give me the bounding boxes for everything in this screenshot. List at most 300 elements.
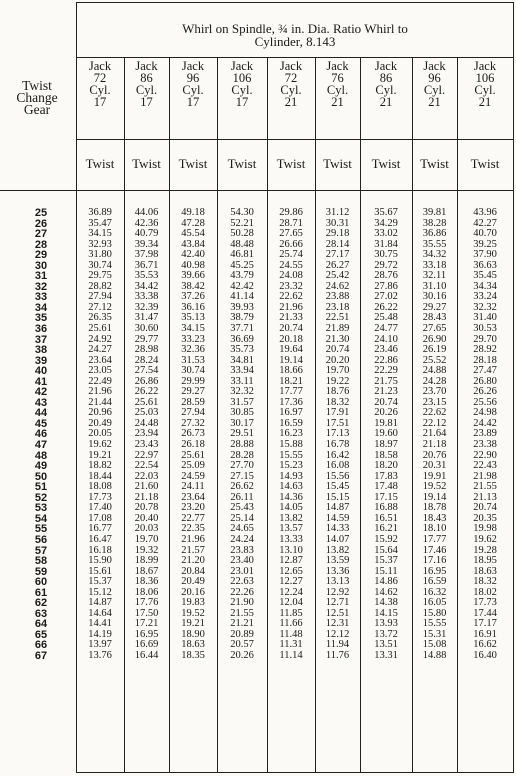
table-cell: 24.92 [88,333,112,345]
table-cell: 11.85 [279,607,303,619]
gear-number: 39 [34,354,48,367]
table-cell: 17.21 [134,618,159,630]
twist-label: Twist [276,156,306,171]
column-heading-no: 21 [428,95,441,109]
table-cell: 24.65 [230,523,254,535]
column-heading-no: 17 [186,95,200,109]
table-cell: 17.50 [134,607,159,619]
table-cell: 35.55 [422,238,447,250]
table-cell: 24.88 [422,365,447,377]
table-cell: 26.27 [325,259,350,271]
table-cell: 37.26 [181,291,205,303]
table-cell: 42.36 [134,217,159,229]
gear-number: 51 [34,481,48,494]
rule-under-title [76,57,514,58]
table-cell: 14.33 [325,523,350,535]
table-cell: 12.65 [279,565,303,577]
table-cell: 26.26 [473,386,497,398]
table-cell: 21.23 [374,386,398,398]
table-cell: 23.64 [88,354,112,366]
table-cell: 35.45 [473,270,497,282]
table-cell: 26.35 [88,312,112,324]
table-cell: 27.70 [230,460,254,472]
table-cell: 18.97 [374,439,398,451]
table-cell: 32.32 [473,301,497,313]
table-cell: 16.97 [279,407,303,419]
table-cell: 31.40 [473,312,497,324]
table-cell: 20.05 [88,428,112,440]
table-cell: 25.56 [473,396,497,408]
gear-number: 38 [34,344,48,357]
column-heading-jack: Jack [181,59,205,73]
gear-number: 67 [34,649,48,662]
column-heading [465,60,505,108]
table-cell: 18.90 [181,628,205,640]
column-heading-jack: Jack [326,59,349,73]
table-cell: 36.16 [181,301,205,313]
column-heading [80,60,120,108]
gear-number: 48 [34,449,48,462]
gear-number: 40 [34,365,48,378]
table-cell: 15.37 [374,555,398,567]
table-cell: 16.59 [422,576,447,588]
table-cell: 20.74 [374,396,398,408]
column-heading-size: 96 [186,71,200,85]
table-cell: 16.44 [134,649,159,661]
table-cell: 17.76 [134,597,159,609]
table-cell: 15.08 [422,639,447,651]
table-cell: 16.95 [134,628,159,640]
table-cell: 25.09 [181,460,205,472]
gear-number: 35 [34,312,48,325]
value-column [465,208,505,662]
column-heading-cyl: Cyl. [135,83,158,97]
gear-number: 34 [34,301,48,314]
column-heading-no: 21 [478,95,492,109]
gear-number: 52 [34,491,48,504]
table-cell: 15.55 [279,449,303,461]
table-cell: 22.63 [230,576,254,588]
table-cell: 15.15 [325,491,350,503]
table-cell: 27.65 [422,323,447,335]
table-cell: 29.77 [134,333,159,345]
column-heading-jack: Jack [473,59,497,73]
gear-number: 31 [34,270,48,283]
gear-number: 43 [34,396,48,409]
table-cell: 31.47 [134,312,159,324]
column-heading-jack: Jack [423,59,446,73]
table-cell: 19.21 [181,618,205,630]
table-cell: 20.31 [422,460,447,472]
table-cell: 32.32 [230,386,254,398]
table-cell: 18.63 [473,565,497,577]
table-cell: 17.77 [279,386,303,398]
table-cell: 21.89 [325,323,350,335]
table-cell: 31.10 [422,280,447,292]
table-cell: 26.73 [181,428,205,440]
table-cell: 19.98 [473,523,497,535]
table-cell: 13.82 [279,512,303,524]
gear-number: 27 [34,228,48,241]
table-cell: 13.76 [88,649,112,661]
table-cell: 26.22 [134,386,159,398]
gear-number: 49 [34,460,48,473]
table-cell: 20.78 [134,502,159,514]
twist-label: Twist [323,156,352,171]
table-cell: 20.40 [134,512,159,524]
value-column [271,208,311,662]
column-heading-jack: Jack [230,59,254,73]
gear-number: 55 [34,523,48,536]
table-cell: 27.02 [374,291,398,303]
table-cell: 13.93 [374,618,398,630]
table-cell: 26.90 [422,333,447,345]
table-cell: 21.30 [325,333,350,345]
table-cell: 26.19 [422,344,447,356]
table-cell: 33.11 [230,375,254,387]
table-cell: 20.35 [473,512,497,524]
table-cell: 13.13 [325,576,350,588]
table-cell: 45.54 [181,228,205,240]
table-cell: 34.32 [422,249,447,261]
table-cell: 48.48 [230,238,254,250]
table-cell: 15.12 [88,586,112,598]
table-cell: 36.89 [88,207,112,218]
table-cell: 25.42 [325,270,350,282]
gear-number: 56 [34,533,48,546]
table-cell: 34.15 [88,228,112,240]
table-cell: 28.82 [88,280,112,292]
twist-label: Twist [420,156,449,171]
column-heading [127,60,167,108]
gear-number: 54 [34,512,48,525]
table-cell: 17.46 [422,544,447,556]
table-cell: 26.11 [230,491,254,503]
table-cell: 43.84 [181,238,205,250]
table-cell: 25.52 [422,354,447,366]
table-cell: 20.74 [473,502,497,514]
table-cell: 12.31 [325,618,350,630]
table-cell: 19.60 [374,428,398,440]
table-cell: 22.62 [422,407,447,419]
gear-number: 46 [34,428,48,441]
column-heading-size: 106 [475,71,495,85]
table-cell: 25.61 [88,323,112,335]
table-cell: 38.79 [230,312,254,324]
table-cell: 42.40 [181,249,205,261]
rule-header-row [76,139,514,140]
table-cell: 20.03 [134,523,159,535]
table-cell: 21.96 [88,386,112,398]
table-cell: 27.94 [181,407,205,419]
table-cell: 29.18 [325,228,350,240]
column-heading [318,60,358,108]
table-cell: 15.23 [279,460,303,472]
table-cell: 16.69 [134,639,159,651]
table-cell: 33.38 [134,291,159,303]
table-cell: 22.86 [374,354,398,366]
table-cell: 15.64 [374,544,398,556]
table-cell: 22.26 [230,586,254,598]
table-cell: 24.10 [374,333,398,345]
table-cell: 29.72 [374,259,398,271]
table-cell: 17.13 [325,428,350,440]
table-cell: 29.27 [422,301,447,313]
table-cell: 25.48 [374,312,398,324]
value-column [222,208,262,662]
column-heading-size: 72 [93,71,107,85]
table-cell: 38.42 [181,280,205,292]
table-cell: 32.11 [422,270,447,282]
table-cell: 18.32 [325,396,350,408]
column-heading-jack: Jack [374,59,398,73]
table-cell: 14.62 [374,586,398,598]
table-cell: 21.44 [88,396,112,408]
table-cell: 23.05 [88,365,112,377]
table-cell: 17.83 [374,470,398,482]
column-heading-cyl: Cyl. [89,83,111,97]
column-heading-jack: Jack [279,59,303,73]
column-heading-no: 21 [331,95,344,109]
table-cell: 35.13 [181,312,205,324]
table-cell: 25.61 [181,449,205,461]
row-heading-line-3: Gear [23,102,51,117]
table-cell: 29.75 [88,270,112,282]
table-cell: 27.94 [88,291,112,303]
rule-top [76,2,514,3]
gear-number: 37 [34,333,48,346]
table-cell: 39.66 [181,270,205,282]
table-cell: 32.93 [88,238,112,250]
table-cell: 12.92 [325,586,350,598]
table-cell: 40.98 [181,259,205,271]
table-cell: 19.52 [181,607,205,619]
table-cell: 14.64 [88,607,112,619]
table-cell: 24.42 [473,417,497,429]
column-heading-jack: Jack [135,59,158,73]
table-cell: 18.21 [279,375,303,387]
table-cell: 16.32 [422,586,447,598]
table-cell: 19.32 [134,544,159,556]
table-cell: 32.39 [134,301,159,313]
table-cell: 20.96 [88,407,112,419]
table-cell: 18.58 [374,449,398,461]
table-cell: 27.54 [134,365,159,377]
table-cell: 13.59 [325,555,350,567]
table-cell: 42.27 [473,217,497,229]
table-cell: 19.22 [325,375,350,387]
table-cell: 28.28 [230,449,254,461]
table-cell: 41.14 [230,291,254,303]
table-cell: 44.06 [134,207,159,218]
table-cell: 14.63 [279,481,303,493]
table-cell: 33.94 [230,365,254,377]
table-cell: 28.24 [134,354,159,366]
table-cell: 12.51 [325,607,350,619]
table-cell: 25.03 [134,407,159,419]
column-heading-cyl: Cyl. [474,83,496,97]
table-cell: 34.81 [230,354,254,366]
column-heading [222,60,262,108]
table-cell: 19.83 [181,597,205,609]
table-cell: 35.53 [134,270,159,282]
gear-number: 32 [34,280,48,293]
table-cell: 21.33 [279,312,303,324]
table-cell: 38.28 [422,217,447,229]
table-cell: 24.62 [325,280,350,292]
table-cell: 28.92 [473,344,497,356]
gear-number: 53 [34,502,48,515]
table-cell: 15.31 [422,628,447,640]
table-cell: 18.35 [181,649,205,661]
table-cell: 21.60 [134,481,159,493]
table-cell: 11.76 [325,649,350,661]
gear-number: 30 [34,259,48,272]
gear-number: 50 [34,470,48,483]
table-cell: 24.27 [88,344,112,356]
table-cell: 22.12 [422,417,447,429]
table-cell: 20.76 [422,449,447,461]
table-cell: 30.60 [134,323,159,335]
table-cell: 22.90 [473,449,497,461]
table-cell: 21.90 [230,597,254,609]
table-cell: 28.14 [325,238,350,250]
gear-number: 63 [34,607,48,620]
table-cell: 16.88 [374,502,398,514]
table-cell: 14.86 [374,576,398,588]
table-cell: 19.70 [134,533,159,545]
gear-number: 25 [34,207,48,219]
table-cell: 15.45 [325,481,350,493]
column-heading-size: 86 [379,71,393,85]
table-cell: 15.92 [374,533,398,545]
table-cell: 24.77 [374,323,398,335]
table-cell: 18.20 [374,460,398,472]
table-cell: 18.44 [88,470,112,482]
table-cell: 12.71 [325,597,350,609]
table-cell: 39.81 [422,207,447,218]
table-cell: 22.77 [181,512,205,524]
table-cell: 18.08 [88,481,112,493]
table-cell: 17.77 [422,533,447,545]
twist-label: Twist [470,156,500,171]
table-cell: 18.82 [88,460,112,472]
rule-right [513,2,514,773]
table-cell: 20.20 [325,354,350,366]
table-cell: 27.32 [181,417,205,429]
twist-label: Twist [371,156,401,171]
table-cell: 20.49 [181,576,205,588]
table-cell: 26.18 [181,439,205,451]
table-cell: 19.14 [279,354,303,366]
table-cell: 12.12 [325,628,350,640]
column-heading-cyl: Cyl. [326,83,349,97]
value-column [173,208,213,662]
table-cell: 23.94 [134,428,159,440]
value-column [415,208,455,662]
table-cell: 20.18 [279,333,303,345]
table-cell: 37.98 [134,249,159,261]
table-cell: 20.26 [230,649,254,661]
table-cell: 30.53 [473,323,497,335]
table-cell: 13.31 [374,649,398,661]
gear-number: 26 [34,217,48,230]
table-cell: 19.21 [88,449,112,461]
table-cell: 19.64 [279,344,303,356]
table-cell: 52.21 [230,217,254,229]
column-heading [415,60,455,108]
column-heading-size: 72 [284,71,298,85]
table-cell: 34.15 [181,323,205,335]
gear-number: 47 [34,439,48,452]
table-cell: 33.18 [422,259,447,271]
table-cell: 14.15 [374,607,398,619]
column-heading-size: 106 [232,71,252,85]
table-cell: 18.43 [422,512,447,524]
table-cell: 13.72 [374,628,398,640]
column-heading-cyl: Cyl. [231,83,253,97]
table-cell: 20.49 [88,417,112,429]
column-heading-no: 21 [379,95,393,109]
table-cell: 20.74 [279,323,303,335]
table-cell: 31.84 [374,238,398,250]
gear-number: 45 [34,417,48,430]
table-cell: 23.40 [230,555,254,567]
table-cell: 36.63 [473,259,497,271]
table-cell: 23.18 [325,301,350,313]
table-cell: 19.62 [473,533,497,545]
table-cell: 18.02 [473,586,497,598]
table-cell: 14.59 [325,512,350,524]
table-cell: 31.53 [181,354,205,366]
gear-number: 59 [34,565,48,578]
gear-number: 33 [34,291,48,304]
table-cell: 12.24 [279,586,303,598]
table-cell: 28.59 [181,396,205,408]
table-cell: 16.77 [88,523,112,535]
table-cell: 30.31 [325,217,350,229]
table-cell: 18.36 [134,576,159,588]
table-cell: 28.88 [230,439,254,451]
table-cell: 49.18 [181,207,205,218]
gear-number: 28 [34,238,48,251]
table-cell: 20.84 [181,565,205,577]
gear-number: 64 [34,618,48,631]
table-cell: 42.42 [230,280,254,292]
column-heading-no: 21 [284,95,298,109]
table-cell: 14.87 [88,597,112,609]
table-cell: 16.59 [279,417,303,429]
table-cell: 17.40 [88,502,112,514]
table-cell: 19.91 [422,470,447,482]
table-cell: 36.71 [134,259,159,271]
table-cell: 37.71 [230,323,254,335]
table-cell: 21.57 [181,544,205,556]
table-cell: 17.17 [473,618,497,630]
table-cell: 30.16 [422,291,447,303]
table-cell: 39.34 [134,238,159,250]
table-cell: 16.95 [422,565,447,577]
table-cell: 24.48 [134,417,159,429]
table-cell: 18.06 [134,586,159,598]
column-heading-size: 96 [428,71,441,85]
table-cell: 30.74 [181,365,205,377]
table-cell: 15.37 [88,576,112,588]
table-cell: 21.98 [473,470,497,482]
table-cell: 11.94 [325,639,350,651]
table-cell: 16.05 [422,597,447,609]
gear-number: 66 [34,639,48,652]
